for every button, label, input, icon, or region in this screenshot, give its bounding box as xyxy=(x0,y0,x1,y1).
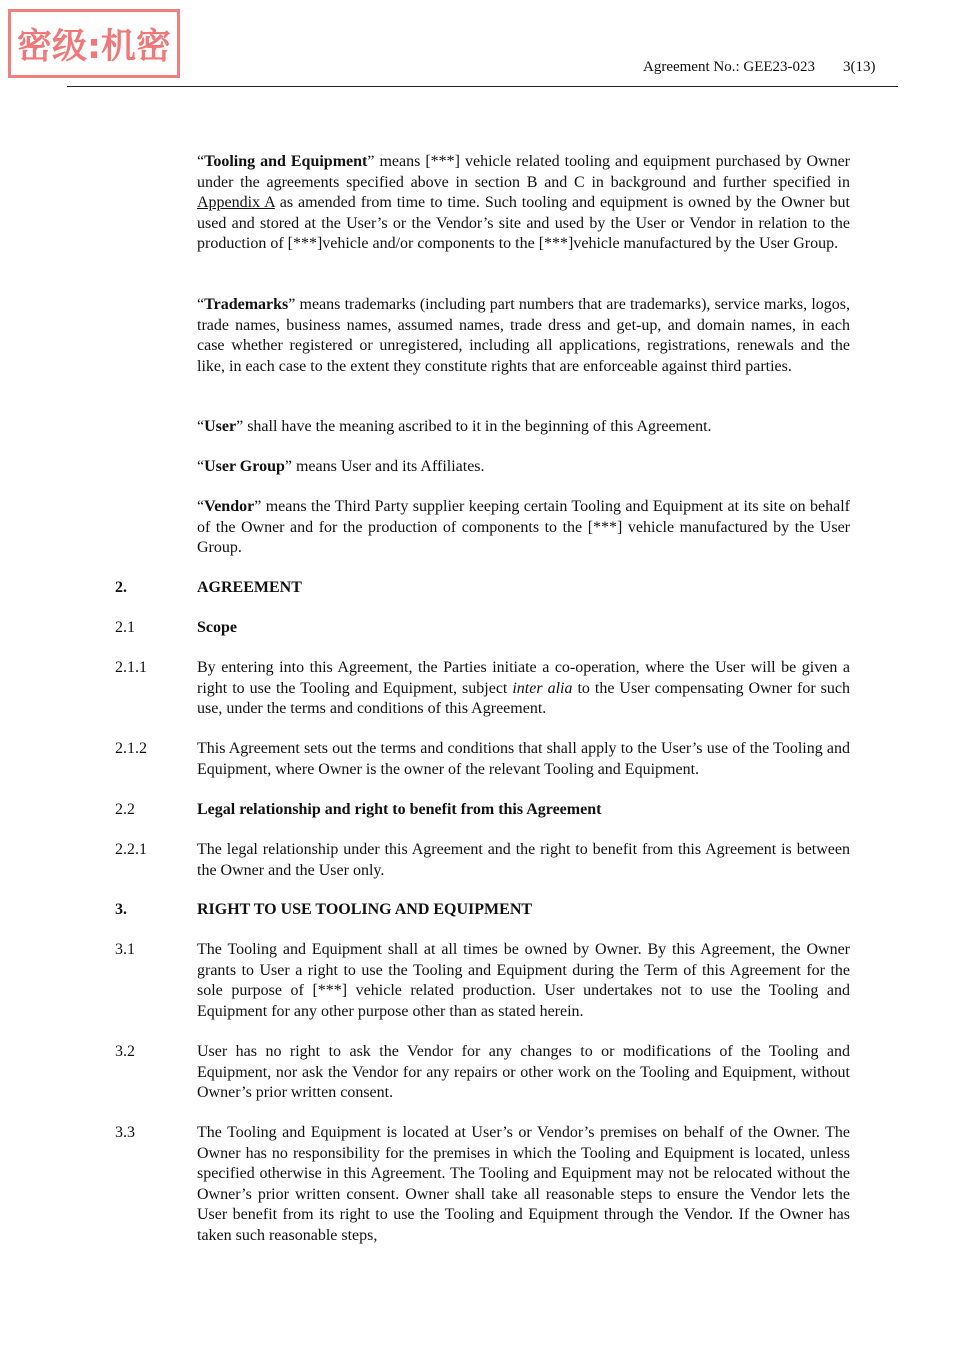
clause-text: By entering into this Agreement, the Parties initiate a co-operation, where the User will be given a right to use the Tooling and Equipment, subject xyxy=(197,659,850,697)
section-number: 2.2 xyxy=(115,801,135,818)
clause-3-3: The Tooling and Equipment is located at User’s or Vendor’s premises on behalf of the Owner. The Owner has no responsibility for the premises in which the Tooling and Equipment is located, unless specified otherwise in this Agreement. The Tooling and Equipment may not be relocated without the Owner’s prior written consent. Owner shall take all reasonable steps to ensure the Vendor lets the User benefit from its right to use the Tooling and Equipment through the Vendor. If the Owner has taken such reasonable steps, xyxy=(197,1124,850,1244)
definition-text: means trademarks (including part numbers that are trademarks), service marks, logos, trade names, business names, assumed names, trade dress and get-up, and domain names, in each case whether registered or unregistered, including all applications, registrations, renewals and the like, in each case to the extent they constitute rights that are enforceable against third parties. xyxy=(197,296,850,375)
section-number: 3.3 xyxy=(115,1124,135,1141)
definition-text: as amended from time to time. Such tooling and equipment is owned by the Owner but used and stored at the User’s or the Vendor’s site and used by the User or Vendor in relation to the production of [***]vehicle and/or components to the [***]vehicle manufactured by the User Group. xyxy=(197,194,851,252)
definition-tooling-and-equipment xyxy=(197,152,850,255)
clause-3-1: The Tooling and Equipment shall at all times be owned by Owner. By this Agreement, the Owner grants to User a right to use the Tooling and Equipment during the Term of this Agreement for the sole purpose of [***] vehicle related production. User undertakes not to use the Tooling and Equipment for any other purpose other than as stated herein. xyxy=(197,941,850,1020)
section-number: 3.1 xyxy=(115,941,135,958)
clause-3-2: User has no right to ask the Vendor for any changes to or modifications of the Tooling and Equipment, nor ask the Vendor for any repairs or other work on the Tooling and Equipment, without Owner’s prior written consent. xyxy=(197,1043,850,1101)
section-number: 2.1.1 xyxy=(115,659,147,676)
close-quote: ” xyxy=(254,498,262,515)
agreement-number: Agreement No.: GEE23-023 xyxy=(643,59,816,75)
defined-term: Trademarks xyxy=(204,296,289,313)
section-number: 3. xyxy=(115,901,127,918)
appendix-a-link[interactable]: Appendix A xyxy=(197,194,275,211)
defined-term: Vendor xyxy=(204,498,255,515)
definition-text: shall have the meaning ascribed to it in the beginning of this Agreement. xyxy=(243,418,712,435)
defined-term: User Group xyxy=(204,458,285,475)
section-number: 2.2.1 xyxy=(115,841,147,858)
open-quote: “ xyxy=(197,296,205,313)
clause-text: to the User compensating Owner for such use, under the terms and conditions of this Agreement. xyxy=(197,679,851,717)
clause-2-1-1 xyxy=(197,658,850,720)
stamp-text: 密级:机密 xyxy=(17,26,171,67)
section-heading-legal-relationship: Legal relationship and right to benefit from this Agreement xyxy=(197,801,602,818)
clause-2-2-1: The legal relationship under this Agreement and the right to benefit from this Agreement is between the Owner and the User only. xyxy=(197,841,850,879)
definition-text: means the Third Party supplier keeping certain Tooling and Equipment at its site on behalf of the Owner and for the production of components to the [***] vehicle manufactured by the User Group. xyxy=(197,498,850,556)
section-heading-right-to-use: RIGHT TO USE TOOLING AND EQUIPMENT xyxy=(197,901,533,918)
section-number: 2.1.2 xyxy=(115,740,147,757)
section-number: 2. xyxy=(115,579,127,596)
header-divider xyxy=(67,86,898,87)
clause-2-1-2: This Agreement sets out the terms and conditions that shall apply to the User’s use of the Tooling and Equipment, where Owner is the owner of the relevant Tooling and Equipment. xyxy=(197,740,850,778)
open-quote: “ xyxy=(197,498,205,515)
defined-term: User xyxy=(204,418,237,435)
definition-text: means [***] vehicle related tooling and equipment purchased by Owner under the agreements specified above in section B and C in background and further specified in xyxy=(197,153,851,191)
definition-vendor xyxy=(197,497,850,559)
definition-user-group xyxy=(197,457,850,478)
confidential-stamp xyxy=(8,9,180,78)
open-quote: “ xyxy=(197,458,205,475)
open-quote: “ xyxy=(197,153,205,170)
section-number: 3.2 xyxy=(115,1043,135,1060)
definition-user xyxy=(197,417,850,438)
close-quote: ” xyxy=(288,296,296,313)
section-heading-agreement: AGREEMENT xyxy=(197,579,302,596)
italic-term: inter alia xyxy=(512,679,573,697)
definition-text: means User and its Affiliates. xyxy=(291,458,485,475)
section-number: 2.1 xyxy=(115,619,135,636)
close-quote: ” xyxy=(236,418,244,435)
page-number: 3(13) xyxy=(843,59,876,75)
close-quote: ” xyxy=(284,458,292,475)
defined-term: Tooling and Equipment xyxy=(204,153,368,170)
close-quote: ” xyxy=(367,153,375,170)
open-quote: “ xyxy=(197,418,205,435)
definition-trademarks xyxy=(197,295,850,377)
page-header xyxy=(643,59,876,76)
section-heading-scope: Scope xyxy=(197,619,237,636)
